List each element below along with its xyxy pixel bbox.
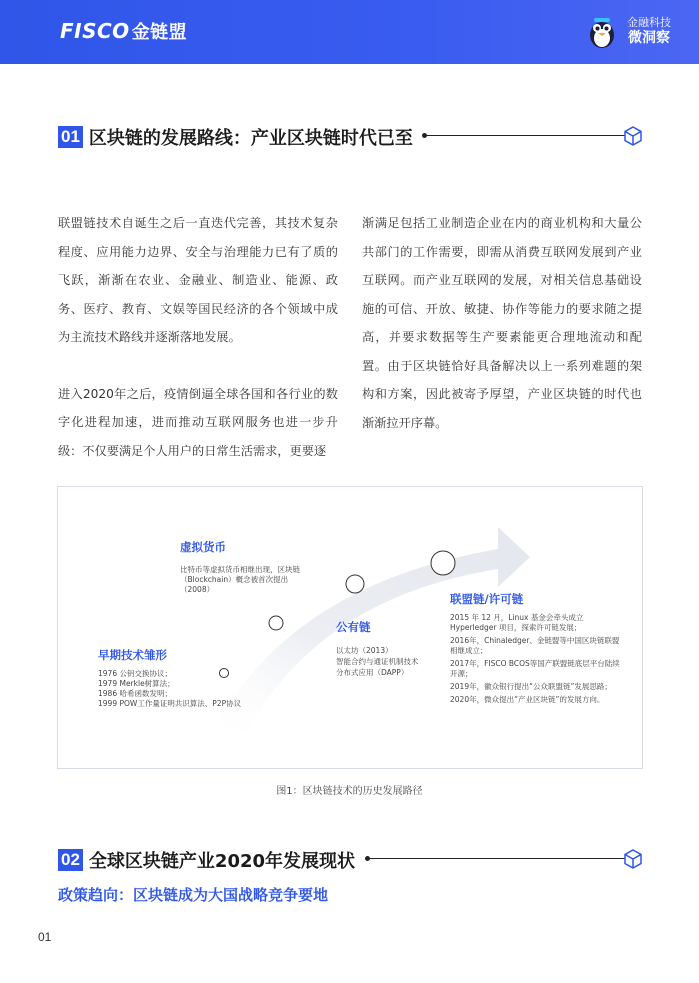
section2-number: 02 [58,849,83,871]
stage-item: 1979 Merkle树算法； [98,679,175,688]
stage-item: 比特币等虚拟货币相继出现，区块链（Blockchain）概念被首次提出（2008） [180,565,300,594]
cube-icon [622,125,644,147]
brand-line2: 微洞察 [628,30,670,47]
stage-item: 分布式应用（DAPP） [336,668,409,677]
stage-item: 1976 公钥交换协议； [98,669,172,678]
policy-subheading: 政策趋向：区块链成为大国战略竞争要地 [58,886,329,904]
stage-title: 公有链 [336,620,371,634]
stage-title: 联盟链/许可链 [450,592,524,606]
page-number: 01 [38,930,52,944]
brand-line1: 金融科技 [627,16,671,30]
timeline-dot-4 [431,551,455,575]
figure-caption: 图1：区块链技术的历史发展路径 [276,786,423,797]
timeline-dot-2 [269,616,283,630]
stage-virtual-currency [180,539,310,595]
stage-item: 1999 POW工作量证明共识算法、P2P协议 [98,699,242,708]
text-column-right [362,209,642,465]
section1-number: 01 [58,126,83,148]
stage-item: 智能合约与通证机制技术 [336,657,419,666]
section1-heading: 区块链的发展路线：产业区块链时代已至 [88,128,413,149]
logo-text: FISCO [60,19,130,43]
stage-item: 2016年，Chinaledger、金链盟等中国区块链联盟相继成立； [450,636,620,655]
timeline-dot-3 [346,575,364,593]
stage-item: 1986 哈希函数发明； [98,689,172,698]
paragraph: 进入2020年之后，疫情倒逼全球各国和各行业的数字化进程加速，进而推动互联网服务也进一步升级：不仅要满足个人用户的日常生活需求，更要逐 [58,386,338,458]
brand-block [585,12,671,52]
stage-title: 早期技术雏形 [98,648,167,662]
brand-text [627,16,671,47]
paragraph: 渐满足包括工业制造企业在内的商业机构和大量公共部门的工作需要，即需从消费互联网发展到产业互联网。而产业互联网的发展，对相关信息基础设施的可信、开放、敏捷、协作等能力的要求随之提高，并要求数据等生产要素能更合理地流动和配置。由于区块链恰好具备解决以上一系列难题的架构和方案，因此被寄予厚望，产业区块链的时代也渐渐拉开序幕。 [362,216,642,430]
stage-item: 2015 年 12 月，Linux 基金会牵头成立Hyperledger 项目，探索许可链发展； [450,613,584,632]
paragraph: 联盟链技术自诞生之后一直迭代完善，其技术复杂程度、应用能力边界、安全与治理能力已有了质的飞跃，渐渐在农业、金融业、制造业、能源、政务、医疗、教育、文娱等国民经济的各个领域中成为主流技术路线并逐渐落地发展。 [58,216,338,344]
page-header [0,0,699,64]
stage-consortium-chain [450,591,625,705]
section1-rule [425,135,625,136]
section2-rule [368,858,625,859]
stage-title: 虚拟货币 [180,540,226,554]
stage-item: 以太坊（2013） [336,646,393,655]
section1-title [58,124,413,150]
stage-item: 2020年，微众提出“产业区块链”的发展方向。 [450,695,605,704]
section2-title [58,847,355,873]
stage-item: 2019年，徽众银行提出“公众联盟链”发展思路； [450,682,612,691]
logo-cn: 金链盟 [131,22,188,43]
penguin-mascot-icon [585,15,619,49]
fisco-logo [60,18,187,44]
text-column-left [58,209,338,493]
stage-early [98,647,248,709]
section2-heading: 全球区块链产业2020年发展现状 [88,851,356,872]
cube-icon [622,848,644,870]
stage-item: 2017年，FISCO BCOS等国产联盟链底层平台陆续开源； [450,659,620,678]
timeline-figure [57,486,643,769]
